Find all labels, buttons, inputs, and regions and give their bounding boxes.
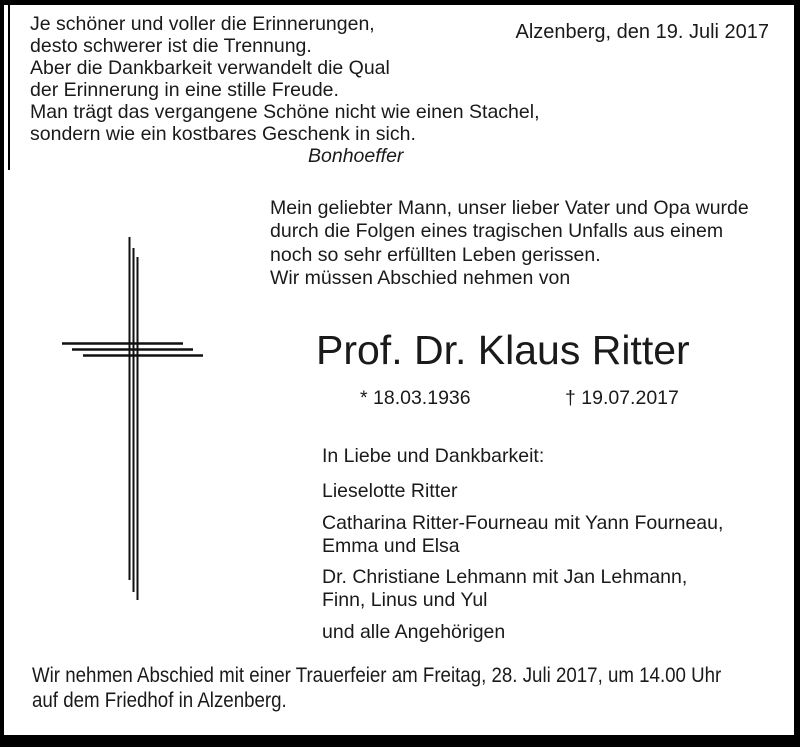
intro-line: durch die Folgen eines tragischen Unfalls aus einem: [270, 220, 724, 243]
quote-line: desto schwerer ist die Trennung.: [30, 35, 312, 57]
frame-border-rule: [8, 5, 10, 170]
intro-line: noch so sehr erfüllten Leben gerissen.: [270, 243, 601, 266]
death-date: † 19.07.2017: [565, 387, 679, 409]
mourner-entry: [322, 621, 723, 644]
quote-block: [30, 13, 540, 167]
quote-line: der Erinnerung in eine stille Freude.: [30, 79, 339, 101]
mourner-line: und alle Angehörigen: [322, 621, 506, 644]
intro-line: Mein geliebter Mann, unser lieber Vater und Opa wurde: [270, 197, 749, 219]
mourner-entry: [322, 566, 723, 612]
condolence-heading: In Liebe und Dankbarkeit:: [322, 445, 545, 467]
dateline: Alzenberg, den 19. Juli 2017: [515, 21, 769, 43]
intro-paragraph: [270, 197, 749, 290]
frame-left-edge: [0, 0, 4, 747]
intro-line: Wir müssen Abschied nehmen von: [270, 266, 571, 289]
mourner-line: Dr. Christiane Lehmann mit Jan Lehmann,: [322, 566, 688, 589]
mourner-entry: [322, 480, 723, 503]
quote-line: sondern wie ein kostbares Geschenk in sich.: [30, 123, 416, 145]
quote-line: Man trägt das vergangene Schöne nicht wie einen Stachel,: [30, 101, 540, 123]
funeral-announcement: [32, 663, 800, 713]
frame-bottom-edge: [0, 735, 800, 747]
quote-attribution: Bonhoeffer: [308, 145, 404, 167]
frame-right-edge: [794, 0, 800, 747]
mourner-entry: [322, 512, 723, 558]
mourner-line: Finn, Linus und Yul: [322, 589, 488, 612]
funeral-line: auf dem Friedhof in Alzenberg.: [32, 688, 287, 712]
condolence-block: [322, 445, 723, 644]
funeral-line: Wir nehmen Abschied mit einer Trauerfeier am Freitag, 28. Juli 2017, um 14.00 Uhr: [32, 663, 722, 687]
quote-line: Je schöner und voller die Erinnerungen,: [30, 13, 375, 35]
mourner-line: Catharina Ritter-Fourneau mit Yann Fourneau,: [322, 511, 724, 534]
mourner-line: Emma und Elsa: [322, 534, 460, 557]
frame-top-edge: [0, 0, 800, 5]
mourner-line: Lieselotte Ritter: [322, 480, 458, 503]
deceased-name: Prof. Dr. Klaus Ritter: [316, 327, 690, 373]
birth-date: * 18.03.1936: [360, 387, 471, 409]
quote-line: Aber die Dankbarkeit verwandelt die Qual: [30, 57, 390, 79]
